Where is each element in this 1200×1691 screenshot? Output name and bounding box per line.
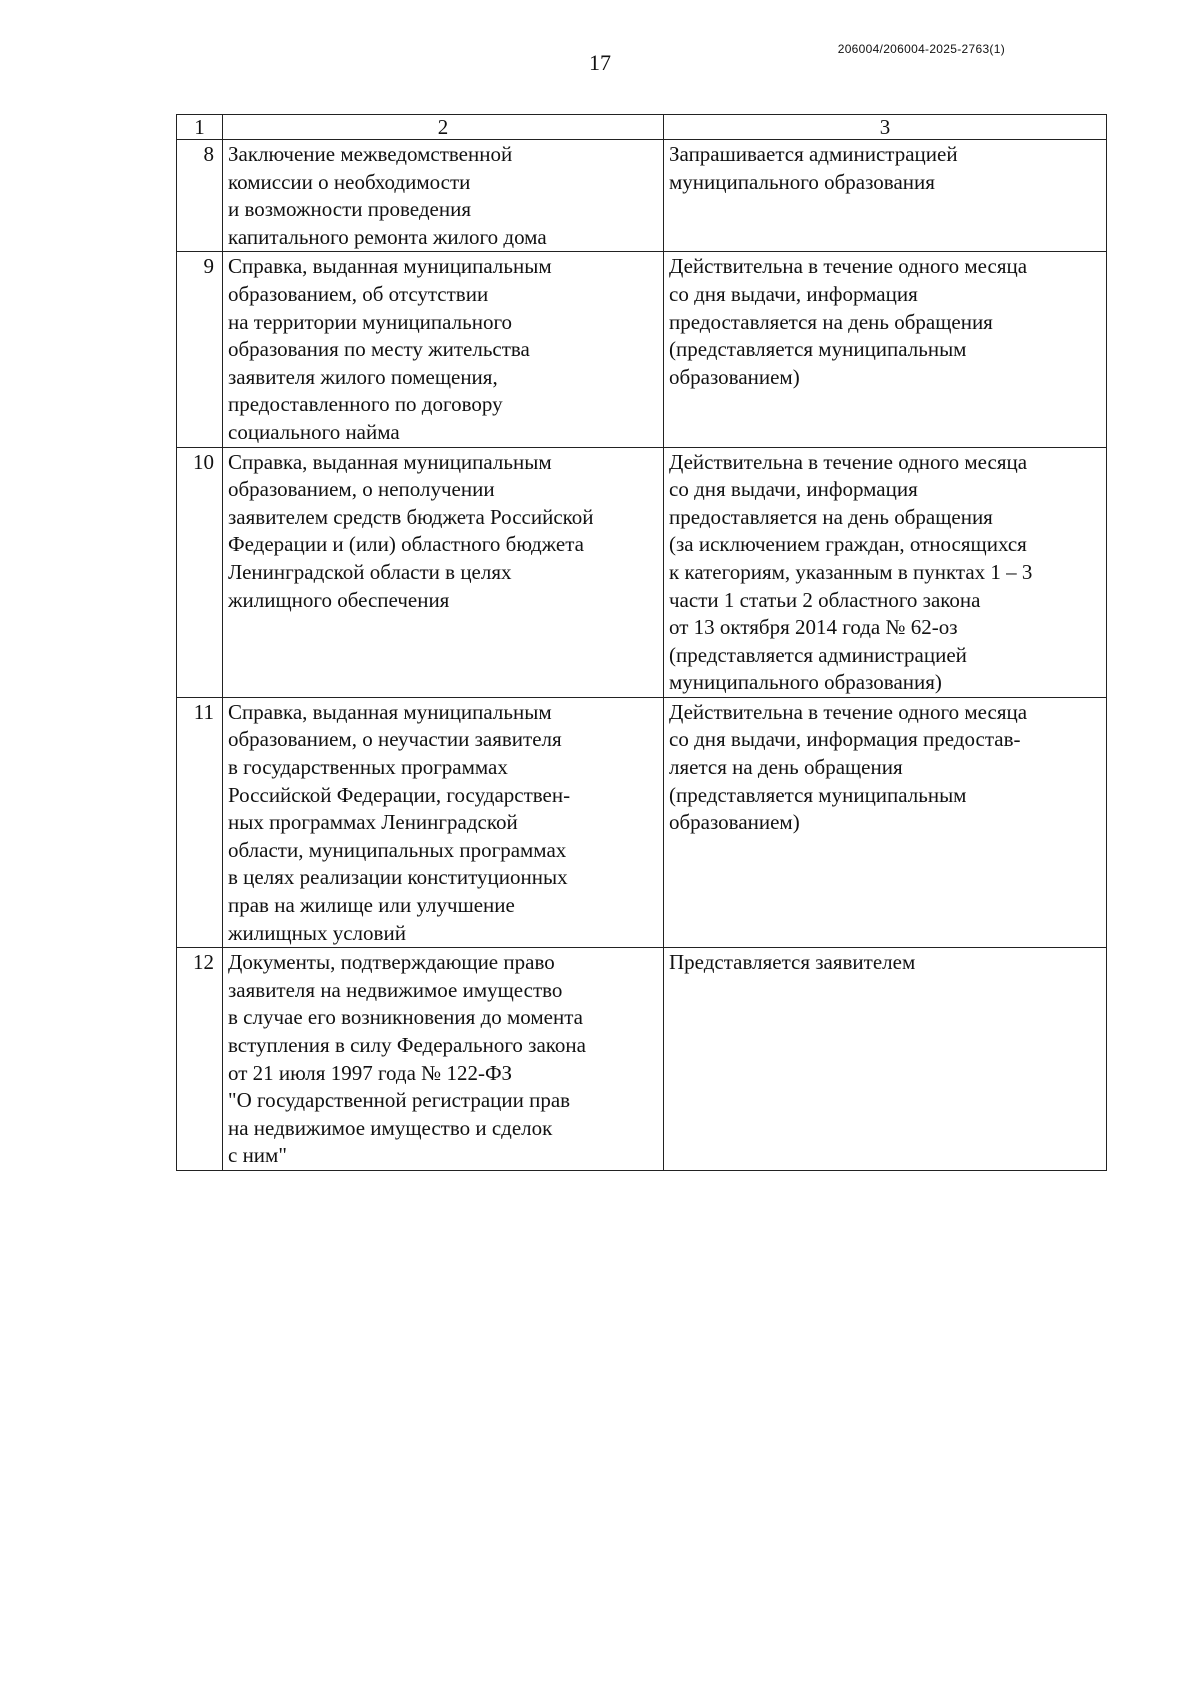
page-number: 17 bbox=[589, 50, 611, 75]
table-row bbox=[177, 697, 1107, 947]
document-code: 206004/206004-2025-2763(1) bbox=[837, 42, 1005, 56]
document-cell: Справка, выданная муниципальным образованием, о неполучении заявителем средств бюджета Российской Федерации и (или) областного бюджета Ленинградской области в целях жилищного обеспечения bbox=[223, 447, 664, 697]
note-cell: Действительна в течение одного месяца со дня выдачи, информация предоставляется на день обращения (представляется муниципальным образованием) bbox=[664, 252, 1107, 447]
document-cell: Справка, выданная муниципальным образованием, об отсутствии на территории муниципального образования по месту жительства заявителя жилого помещения, предоставленного по договору социального найма bbox=[223, 252, 664, 447]
note-cell: Действительна в течение одного месяца со дня выдачи, информация предоставляется на день обращения (за исключением граждан, относящихся к категориям, указанным в пунктах 1 – 3 части 1 статьи 2 областного закона от 13 октября 2014 года № 62-оз (представляется администрацией муниципального образования) bbox=[664, 447, 1107, 697]
table-row bbox=[177, 140, 1107, 252]
table-row bbox=[177, 948, 1107, 1171]
table-row bbox=[177, 447, 1107, 697]
header-cell-1: 1 bbox=[177, 115, 223, 140]
row-number: 10 bbox=[177, 447, 223, 697]
document-cell: Заключение межведомственной комиссии о необходимости и возможности проведения капитального ремонта жилого дома bbox=[223, 140, 664, 252]
note-cell: Запрашивается администрацией муниципального образования bbox=[664, 140, 1107, 252]
header-cell-3: 3 bbox=[664, 115, 1107, 140]
row-number: 8 bbox=[177, 140, 223, 252]
table-header-row bbox=[177, 115, 1107, 140]
note-cell: Представляется заявителем bbox=[664, 948, 1107, 1171]
document-cell: Документы, подтверждающие право заявителя на недвижимое имущество в случае его возникновения до момента вступления в силу Федерального закона от 21 июля 1997 года № 122-ФЗ "О государственной регистрации прав на недвижимое имущество и сделок с ним" bbox=[223, 948, 664, 1171]
row-number: 11 bbox=[177, 697, 223, 947]
note-cell: Действительна в течение одного месяца со дня выдачи, информация предостав- ляется на день обращения (представляется муниципальным образованием) bbox=[664, 697, 1107, 947]
table-row bbox=[177, 252, 1107, 447]
row-number: 12 bbox=[177, 948, 223, 1171]
document-cell: Справка, выданная муниципальным образованием, о неучастии заявителя в государственных программах Российской Федерации, государствен- ных программах Ленинградской области, муниципальных программах в целях реализации конституционных прав на жилище или улучшение жилищных условий bbox=[223, 697, 664, 947]
documents-table bbox=[176, 114, 1107, 1171]
row-number: 9 bbox=[177, 252, 223, 447]
header-cell-2: 2 bbox=[223, 115, 664, 140]
